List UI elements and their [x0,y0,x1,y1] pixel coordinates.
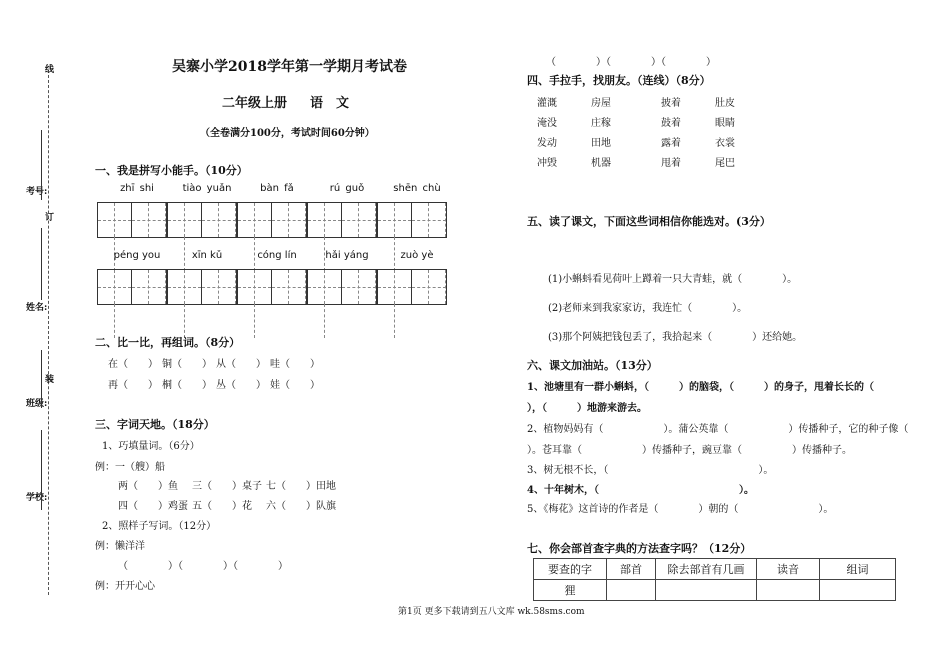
table-cell[interactable] [820,580,896,601]
match-grid [537,94,735,174]
compare-item[interactable]: 铜（ ） [162,359,212,370]
pinyin-row-2 [102,250,452,261]
binding-dashed-line [48,70,49,595]
match-row [537,114,735,134]
s6-line-1b[interactable]: ），（ ）地游来游去。 [527,403,647,414]
s3-blanks[interactable]: （ ）（ ）（ ） [118,561,288,572]
binding-zhuang: 装 [45,375,55,385]
match-word[interactable]: 眼睛 [715,118,735,129]
pinyin: cóng lín [257,250,297,261]
table-cell[interactable] [757,580,820,601]
compare-item[interactable]: 丛（ ） [216,380,266,391]
table-cell: 狸 [534,580,607,601]
match-row [537,154,735,174]
s6-line-2[interactable]: 2、植物妈妈有（ ）。蒲公英靠（ ）传播种子，它的种子像（ [527,424,909,435]
exam-title: 吴寨小学2018学年第一学期月考试卷 [172,59,407,75]
table-header: 要查的字 [534,559,607,580]
match-row [537,134,735,154]
s5-item-1[interactable]: (1)小蝌蚪看见荷叶上蹲着一只大青蛙，就（ ）。 [548,274,798,285]
label-xingming: 姓名: [26,303,48,313]
match-word[interactable]: 发动 [537,138,557,149]
dictionary-table [533,558,896,601]
measure-item[interactable]: 五（ ）花 [192,501,252,512]
label-banji: 班级: [26,399,48,409]
xuexiao-line[interactable] [41,430,42,510]
subject-label: 语 文 [310,96,350,111]
label-xuexiao: 学校: [26,493,48,503]
match-word[interactable]: 披着 [661,98,681,109]
section2-title: 二、比一比，再组词。（8分） [95,336,241,349]
compare-item[interactable]: 再（ ） [108,380,158,391]
measure-row-1 [118,477,340,492]
section6-title: 六、课文加油站。（13分） [527,359,658,372]
s3-q2: 2、照样子写词。（12分） [102,521,217,532]
match-word[interactable]: 庄稼 [591,118,611,129]
match-word[interactable]: 冲毁 [537,158,557,169]
match-word[interactable]: 灌溉 [537,98,557,109]
pinyin: hǎi yáng [325,250,369,261]
pinyin: zhī shi [120,183,154,194]
table-header: 除去部首有几画 [656,559,757,580]
compare-item[interactable]: 哇（ ） [270,359,320,370]
match-word[interactable]: 淹没 [537,118,557,129]
s5-item-3[interactable]: (3)那个阿姨把钱包丢了，我拾起来（ ）还给她。 [548,332,803,343]
match-word[interactable]: 尾巴 [715,158,735,169]
match-word[interactable]: 田地 [591,138,611,149]
label-kaohao: 考号: [26,187,48,197]
section5-title: 五、读了课文，下面这些词相信你能选对。(3分） [527,215,771,228]
s5-item-2[interactable]: (2)老师来到我家家访，我连忙（ ）。 [548,303,748,314]
s6-line-3[interactable]: 3、树无根不长，（ ）。 [527,465,774,476]
section1-title: 一、我是拼写小能手。（10分） [95,164,248,177]
match-word[interactable]: 房屋 [591,98,611,109]
pinyin: tiào yuǎn [182,183,232,194]
measure-row-2 [118,497,340,512]
s3-example2: 例：懒洋洋 [95,541,145,552]
measure-item[interactable]: 三（ ）桌子 [192,481,262,492]
table-cell[interactable] [607,580,656,601]
compare-item[interactable]: 娃（ ） [270,380,320,391]
compare-row-2 [108,376,324,391]
compare-row-1 [108,355,324,370]
measure-item[interactable]: 七（ ）田地 [266,481,336,492]
table-cell[interactable] [656,580,757,601]
table-row [534,580,896,601]
grade-label: 二年级上册 [222,96,288,111]
compare-item[interactable]: 从（ ） [216,359,266,370]
compare-item[interactable]: 在（ ） [108,359,158,370]
measure-item[interactable]: 四（ ）鸡蛋 [118,501,188,512]
match-row [537,94,735,114]
table-header-row [534,559,896,580]
section7-title: 七、你会部首查字典的方法查字吗？（12分） [527,542,752,555]
pinyin: zuò yè [400,250,434,261]
pinyin: rú guǒ [329,183,365,194]
pinyin: bàn fǎ [260,183,294,194]
section4-title: 四、手拉手，找朋友。（连线）（8分） [527,74,711,87]
s6-line-2b[interactable]: ）。苍耳靠（ ）传播种子，豌豆靠（ ）传播种子。 [527,445,852,456]
pinyin: xīn kǔ [191,250,223,261]
table-header: 组词 [820,559,896,580]
measure-item[interactable]: 两（ ）鱼 [118,481,178,492]
xingming-line[interactable] [41,228,42,300]
s6-line-5[interactable]: 5、《梅花》这首诗的作者是（ ）朝的（ ）。 [527,504,834,515]
binding-xian: 线 [45,65,55,75]
right-top-blanks[interactable]: （ ）（ ）（ ） [546,57,716,68]
match-word[interactable]: 肚皮 [715,98,735,109]
s6-line-4[interactable]: 4、十年树木，（ ）。 [527,485,754,496]
s3-q1: 1、巧填量词。（6分） [102,441,200,452]
table-header: 读音 [757,559,820,580]
table-header: 部首 [607,559,656,580]
match-word[interactable]: 甩着 [661,158,681,169]
s3-example3: 例：开开心心 [95,581,155,592]
pinyin: péng you [113,250,161,261]
section3-title: 三、字词天地。（18分） [95,418,215,431]
s3-example1: 例：一（艘）船 [95,462,165,473]
pinyin: shēn chù [393,183,441,194]
banji-line[interactable] [41,350,42,408]
match-word[interactable]: 机器 [591,158,611,169]
compare-item[interactable]: 桐（ ） [162,380,212,391]
pinyin-row-1 [102,183,452,194]
measure-item[interactable]: 六（ ）队旗 [266,501,336,512]
match-word[interactable]: 鼓着 [661,118,681,129]
page-footer: 第1页 更多下载请到五八文库 wk.58sms.com [398,607,585,617]
exam-note: （全卷满分100分，考试时间60分钟） [200,128,375,139]
match-word[interactable]: 露着 [661,138,681,149]
s6-line-1[interactable]: 1、池塘里有一群小蝌蚪，（ ）的脑袋，（ ）的身子，甩着长长的（ [527,382,874,393]
binding-ding: 订 [45,213,55,223]
kaohao-line[interactable] [41,130,42,200]
match-word[interactable]: 衣裳 [715,138,735,149]
